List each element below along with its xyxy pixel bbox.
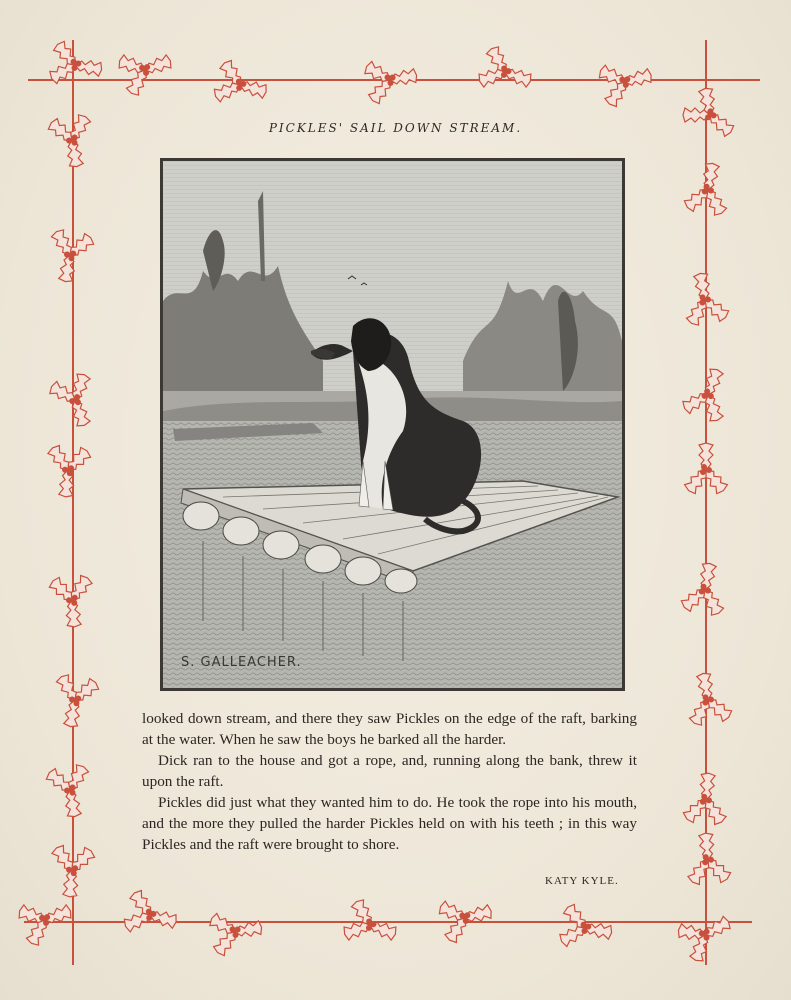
artist-signature: S. GALLEACHER. [181,655,302,670]
paragraph-2: Dick ran to the house and got a rope, and, running along the bank, threw it upon the raft. [142,752,637,790]
holly-sprig-icon [206,905,265,959]
holly-sprig-icon [678,362,739,427]
story-text [142,708,637,855]
holly-sprig-icon [43,443,93,499]
dog-on-raft-engraving [163,161,622,688]
holly-sprig-icon [43,226,97,285]
holly-sprig-icon [681,159,735,218]
author-name: KATY KYLE. [545,875,619,887]
holly-sprig-icon [683,831,733,887]
holly-sprig-icon [435,889,497,946]
holly-sprig-icon [14,889,79,950]
holly-sprig-icon [48,671,102,730]
page-title: PICKLES' SAIL DOWN STREAM. [268,121,523,135]
holly-sprig-icon [46,38,105,92]
holly-sprig-icon [678,269,732,328]
paragraph-1: looked down stream, and there they saw Pickles on the edge of the raft, barking at the water. When he saw the boys he barked all the harder. [142,710,637,748]
holly-sprig-icon [676,81,745,149]
holly-sprig-icon [120,887,182,944]
holly-sprig-icon [210,57,272,114]
holly-sprig-icon [339,895,404,956]
holly-sprig-icon [114,39,179,100]
holly-sprig-icon [47,843,97,899]
holly-sprig-icon [45,369,106,434]
holly-sprig-icon [595,53,657,110]
holly-sprig-icon [556,901,615,955]
holly-sprig-icon [43,761,97,820]
illustration [160,158,625,691]
holly-sprig-icon [681,669,735,728]
holly-sprig-icon [474,42,539,103]
paragraph-3: Pickles did just what they wanted him to do. He took the rope into his mouth, and the more they pulled the harder Pickles held on with his teeth ; in this way Pickles and the raft were brought to shore. [142,794,637,853]
